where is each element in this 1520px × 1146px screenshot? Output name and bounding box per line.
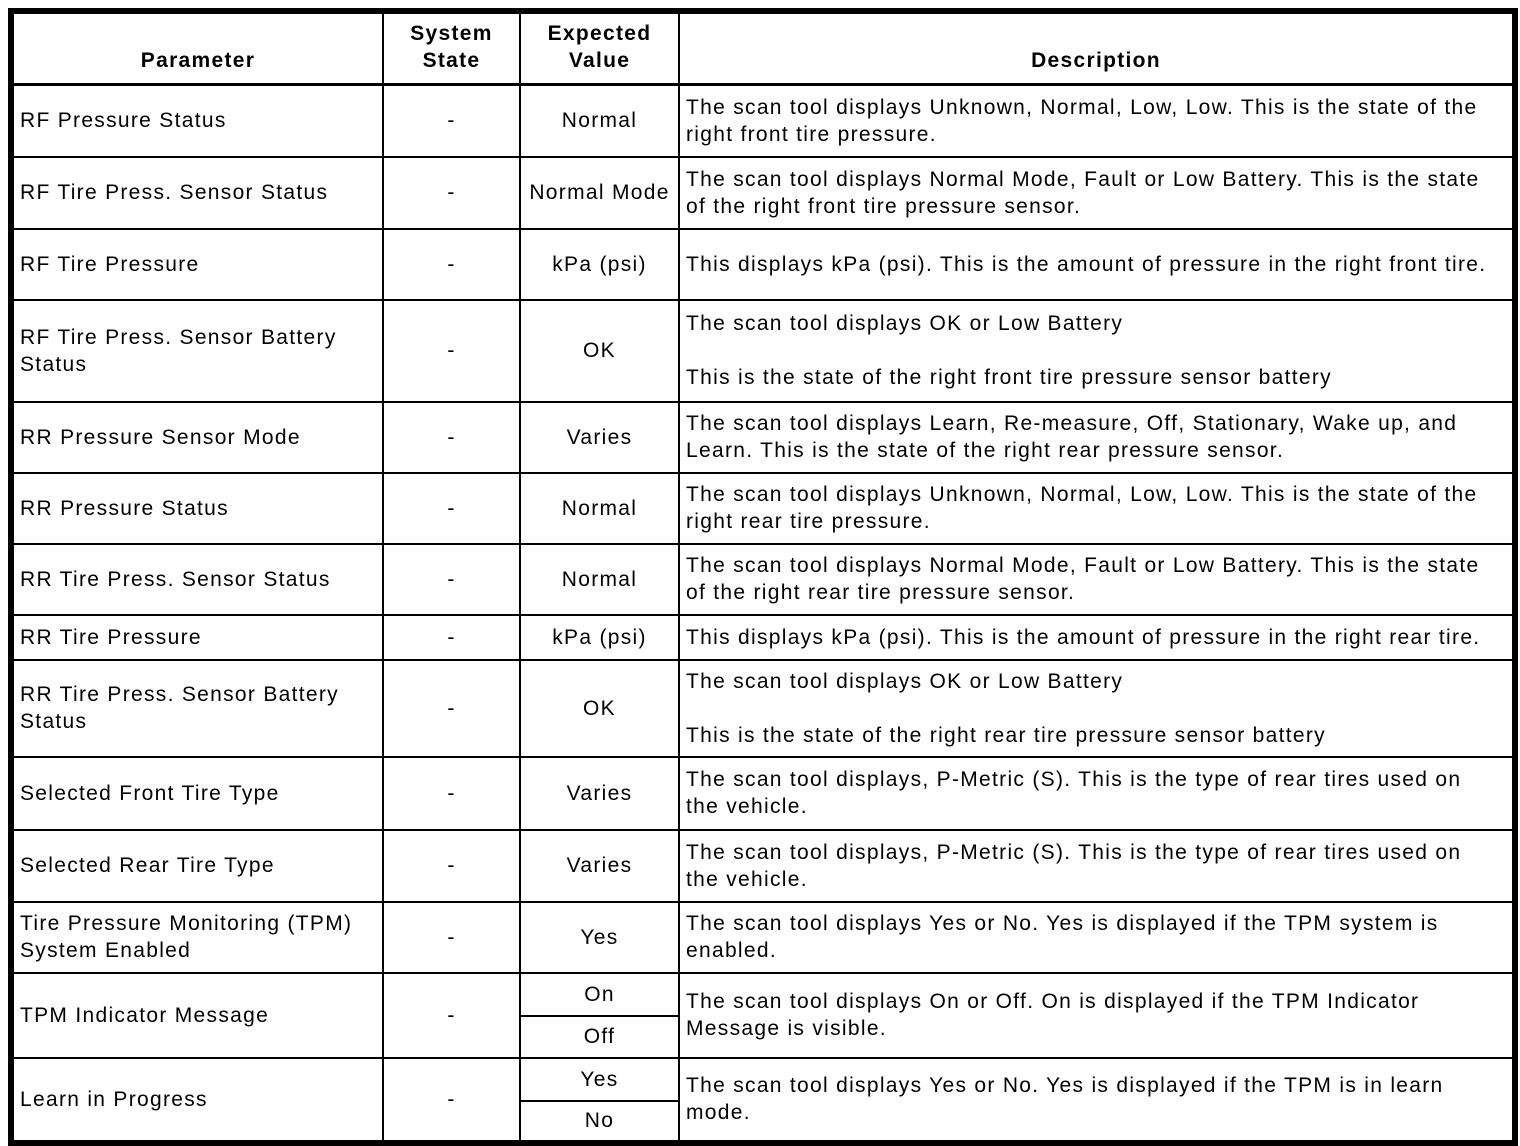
table-row [11,902,1515,973]
description-text: This is the state of the right front tire pressure sensor battery [686,366,1332,389]
cell-system-state: - [383,229,520,300]
cell-expected-value: Off [520,1016,679,1058]
cell-system-state: - [383,300,520,402]
cell-expected-value: kPa (psi) [520,615,679,660]
cell-description [679,300,1515,402]
cell-system-state: - [383,902,520,973]
cell-parameter: Selected Front Tire Type [11,757,383,830]
cell-system-state: - [383,615,520,660]
description-text: The scan tool displays OK or Low Battery [686,312,1124,335]
cell-expected-value: On [520,973,679,1016]
description-text: The scan tool displays, P-Metric (S). This is the type of rear tires used on the vehicle. [686,840,1462,891]
cell-system-state: - [383,1058,520,1143]
cell-expected-value: Normal [520,473,679,544]
cell-parameter: RF Tire Press. Sensor Battery Status [11,300,383,402]
parameter-table [8,8,1518,1146]
cell-description [679,473,1515,544]
cell-parameter: Learn in Progress [11,1058,383,1143]
cell-parameter: RR Pressure Sensor Mode [11,402,383,473]
cell-description [679,660,1515,757]
cell-parameter: RR Tire Pressure [11,615,383,660]
cell-parameter: Tire Pressure Monitoring (TPM) System Enabled [11,902,383,973]
cell-expected-value: Normal Mode [520,157,679,229]
cell-description [679,1058,1515,1143]
cell-expected-value: Normal [520,544,679,615]
cell-system-state: - [383,85,520,157]
cell-system-state: - [383,544,520,615]
cell-system-state: - [383,473,520,544]
col-header-system-state: System State [383,11,520,85]
cell-expected-value: Varies [520,402,679,473]
cell-system-state: - [383,157,520,229]
cell-description [679,615,1515,660]
cell-system-state: - [383,660,520,757]
col-header-parameter: Parameter [11,11,383,85]
table-row [11,300,1515,402]
cell-parameter: TPM Indicator Message [11,973,383,1058]
cell-expected-value: Yes [520,902,679,973]
cell-parameter: RF Tire Pressure [11,229,383,300]
table-row [11,1058,1515,1101]
col-header-description: Description [679,11,1515,85]
description-text: The scan tool displays, P-Metric (S). This is the type of rear tires used on the vehicle. [686,768,1462,818]
cell-system-state: - [383,402,520,473]
cell-description [679,157,1515,229]
cell-description [679,544,1515,615]
description-text: The scan tool displays Normal Mode, Fault or Low Battery. This is the state of the right front tire pressure sensor. [686,167,1480,218]
description-text: The scan tool displays Normal Mode, Fault or Low Battery. This is the state of the right rear tire pressure sensor. [686,554,1480,604]
cell-parameter: RF Tire Press. Sensor Status [11,157,383,229]
description-text: The scan tool displays Unknown, Normal, Low, Low. This is the state of the right rear tire pressure. [686,483,1478,533]
description-text: This displays kPa (psi). This is the amount of pressure in the right rear tire. [686,625,1481,649]
cell-description [679,902,1515,973]
cell-expected-value: Varies [520,757,679,830]
cell-parameter: RR Tire Press. Sensor Status [11,544,383,615]
cell-description [679,85,1515,157]
cell-description [679,973,1515,1058]
cell-parameter: RF Pressure Status [11,85,383,157]
cell-expected-value: No [520,1101,679,1143]
col-header-expected-value: Expected Value [520,11,679,85]
description-text: The scan tool displays Unknown, Normal, Low, Low. This is the state of the right front tire pressure. [686,95,1478,146]
cell-system-state: - [383,830,520,902]
table-row [11,473,1515,544]
description-text: The scan tool displays Yes or No. Yes is displayed if the TPM is in learn mode. [686,1074,1444,1124]
cell-expected-value: Normal [520,85,679,157]
cell-expected-value: OK [520,660,679,757]
header-row [11,11,1515,85]
cell-description [679,402,1515,473]
table-row [11,229,1515,300]
table-row [11,544,1515,615]
description-text: The scan tool displays OK or Low Battery [686,669,1124,693]
description-text: The scan tool displays On or Off. On is displayed if the TPM Indicator Message is visible. [686,990,1420,1040]
cell-system-state: - [383,973,520,1058]
table-row [11,660,1515,757]
table-row [11,757,1515,830]
table-row [11,973,1515,1016]
table-row [11,85,1515,157]
cell-expected-value: Varies [520,830,679,902]
cell-description [679,229,1515,300]
cell-expected-value: Yes [520,1058,679,1101]
description-text: The scan tool displays Learn, Re-measure, Off, Stationary, Wake up, and Learn. This is the state of the right rear pressure sensor. [686,412,1458,462]
cell-system-state: - [383,757,520,830]
description-text: This is the state of the right rear tire pressure sensor battery [686,723,1326,747]
table-row [11,615,1515,660]
table-row [11,157,1515,229]
cell-description [679,757,1515,830]
table-row [11,402,1515,473]
table-row [11,830,1515,902]
description-text: The scan tool displays Yes or No. Yes is displayed if the TPM system is enabled. [686,912,1439,962]
description-text: This displays kPa (psi). This is the amount of pressure in the right front tire. [686,252,1487,276]
cell-parameter: RR Pressure Status [11,473,383,544]
cell-expected-value: OK [520,300,679,402]
cell-description [679,830,1515,902]
cell-parameter: RR Tire Press. Sensor Battery Status [11,660,383,757]
cell-parameter: Selected Rear Tire Type [11,830,383,902]
cell-expected-value: kPa (psi) [520,229,679,300]
